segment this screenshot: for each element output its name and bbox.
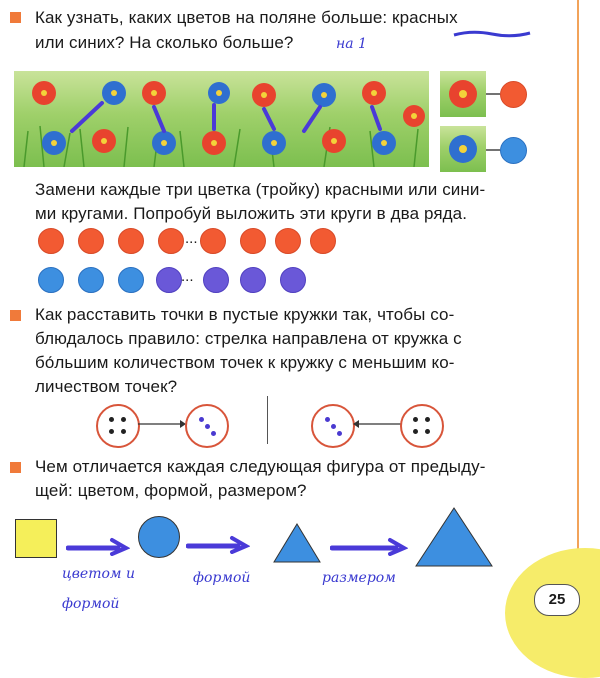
legend-blue-flower [440, 126, 486, 172]
question2-line3: бо́льшим количеством точек к кружку с меньшим ко- [35, 353, 455, 372]
purple-circle [156, 267, 182, 293]
red-circle [200, 228, 226, 254]
handwritten-note: на 1 [336, 36, 367, 52]
dot-circle-three [185, 404, 229, 448]
meadow-flowers [14, 71, 429, 167]
handwritten-arrow [330, 536, 408, 556]
question3-line1: Чем отличается каждая следующая фигура от предыду- [35, 457, 486, 476]
blue-circle [38, 267, 64, 293]
red-circle [38, 228, 64, 254]
arrow-right [138, 418, 186, 430]
margin-line [577, 0, 579, 600]
small-triangle [272, 522, 322, 564]
instruction-line1: Замени каждые три цветка (тройку) красными или сини- [35, 180, 486, 199]
legend-blue-circle [500, 137, 527, 164]
divider-line [267, 396, 268, 444]
purple-circle [203, 267, 229, 293]
dot-circle-three [311, 404, 355, 448]
legend-red-connector [486, 92, 500, 96]
red-circle [240, 228, 266, 254]
answer-size: размером [322, 570, 396, 586]
ellipsis: ... [181, 268, 194, 285]
blue-circle-shape [138, 516, 180, 558]
red-circle [158, 228, 184, 254]
large-triangle [414, 506, 494, 568]
red-circle [275, 228, 301, 254]
page-number-badge [534, 584, 580, 616]
answer-underline [452, 28, 532, 40]
question1-answer: красных [392, 8, 458, 27]
answer-shape-2: формой [193, 570, 251, 586]
question2-line2: блюдалось правило: стрелка направлена от кружка с [35, 329, 462, 348]
red-circle [78, 228, 104, 254]
bullet-marker [10, 462, 21, 473]
question1-line1 [35, 6, 458, 29]
answer-color-and: цветом и [62, 566, 135, 582]
red-circle [310, 228, 336, 254]
bullet-marker [10, 12, 21, 23]
handwritten-arrow [186, 534, 250, 554]
legend-blue-connector [486, 148, 500, 152]
question1-line2: или синих? На сколько больше? [35, 33, 294, 52]
handwritten-arrow [66, 536, 130, 556]
legend-red-circle [500, 81, 527, 108]
dot-circle-four [96, 404, 140, 448]
red-circle [118, 228, 144, 254]
bullet-marker [10, 310, 21, 321]
answer-shape-1: формой [62, 596, 120, 612]
instruction-line2: ми кругами. Попробуй выложить эти круги в два ряда. [35, 204, 468, 223]
question3-line2: щей: цветом, формой, размером? [35, 481, 307, 500]
question2-line1: Как расставить точки в пустые кружки так, чтобы со- [35, 305, 455, 324]
legend-red-flower [440, 71, 486, 117]
arrow-left [353, 418, 401, 430]
ellipsis: ... [185, 230, 198, 247]
question1-prefix: Как узнать, каких цветов на поляне больше: [35, 8, 388, 27]
meadow-picture [14, 71, 429, 167]
question2-line4: личеством точек? [35, 377, 178, 396]
purple-circle [240, 267, 266, 293]
blue-circle [78, 267, 104, 293]
page-number: 25 [548, 591, 566, 608]
purple-circle [280, 267, 306, 293]
yellow-square [15, 519, 57, 558]
blue-circle [118, 267, 144, 293]
dot-circle-four [400, 404, 444, 448]
